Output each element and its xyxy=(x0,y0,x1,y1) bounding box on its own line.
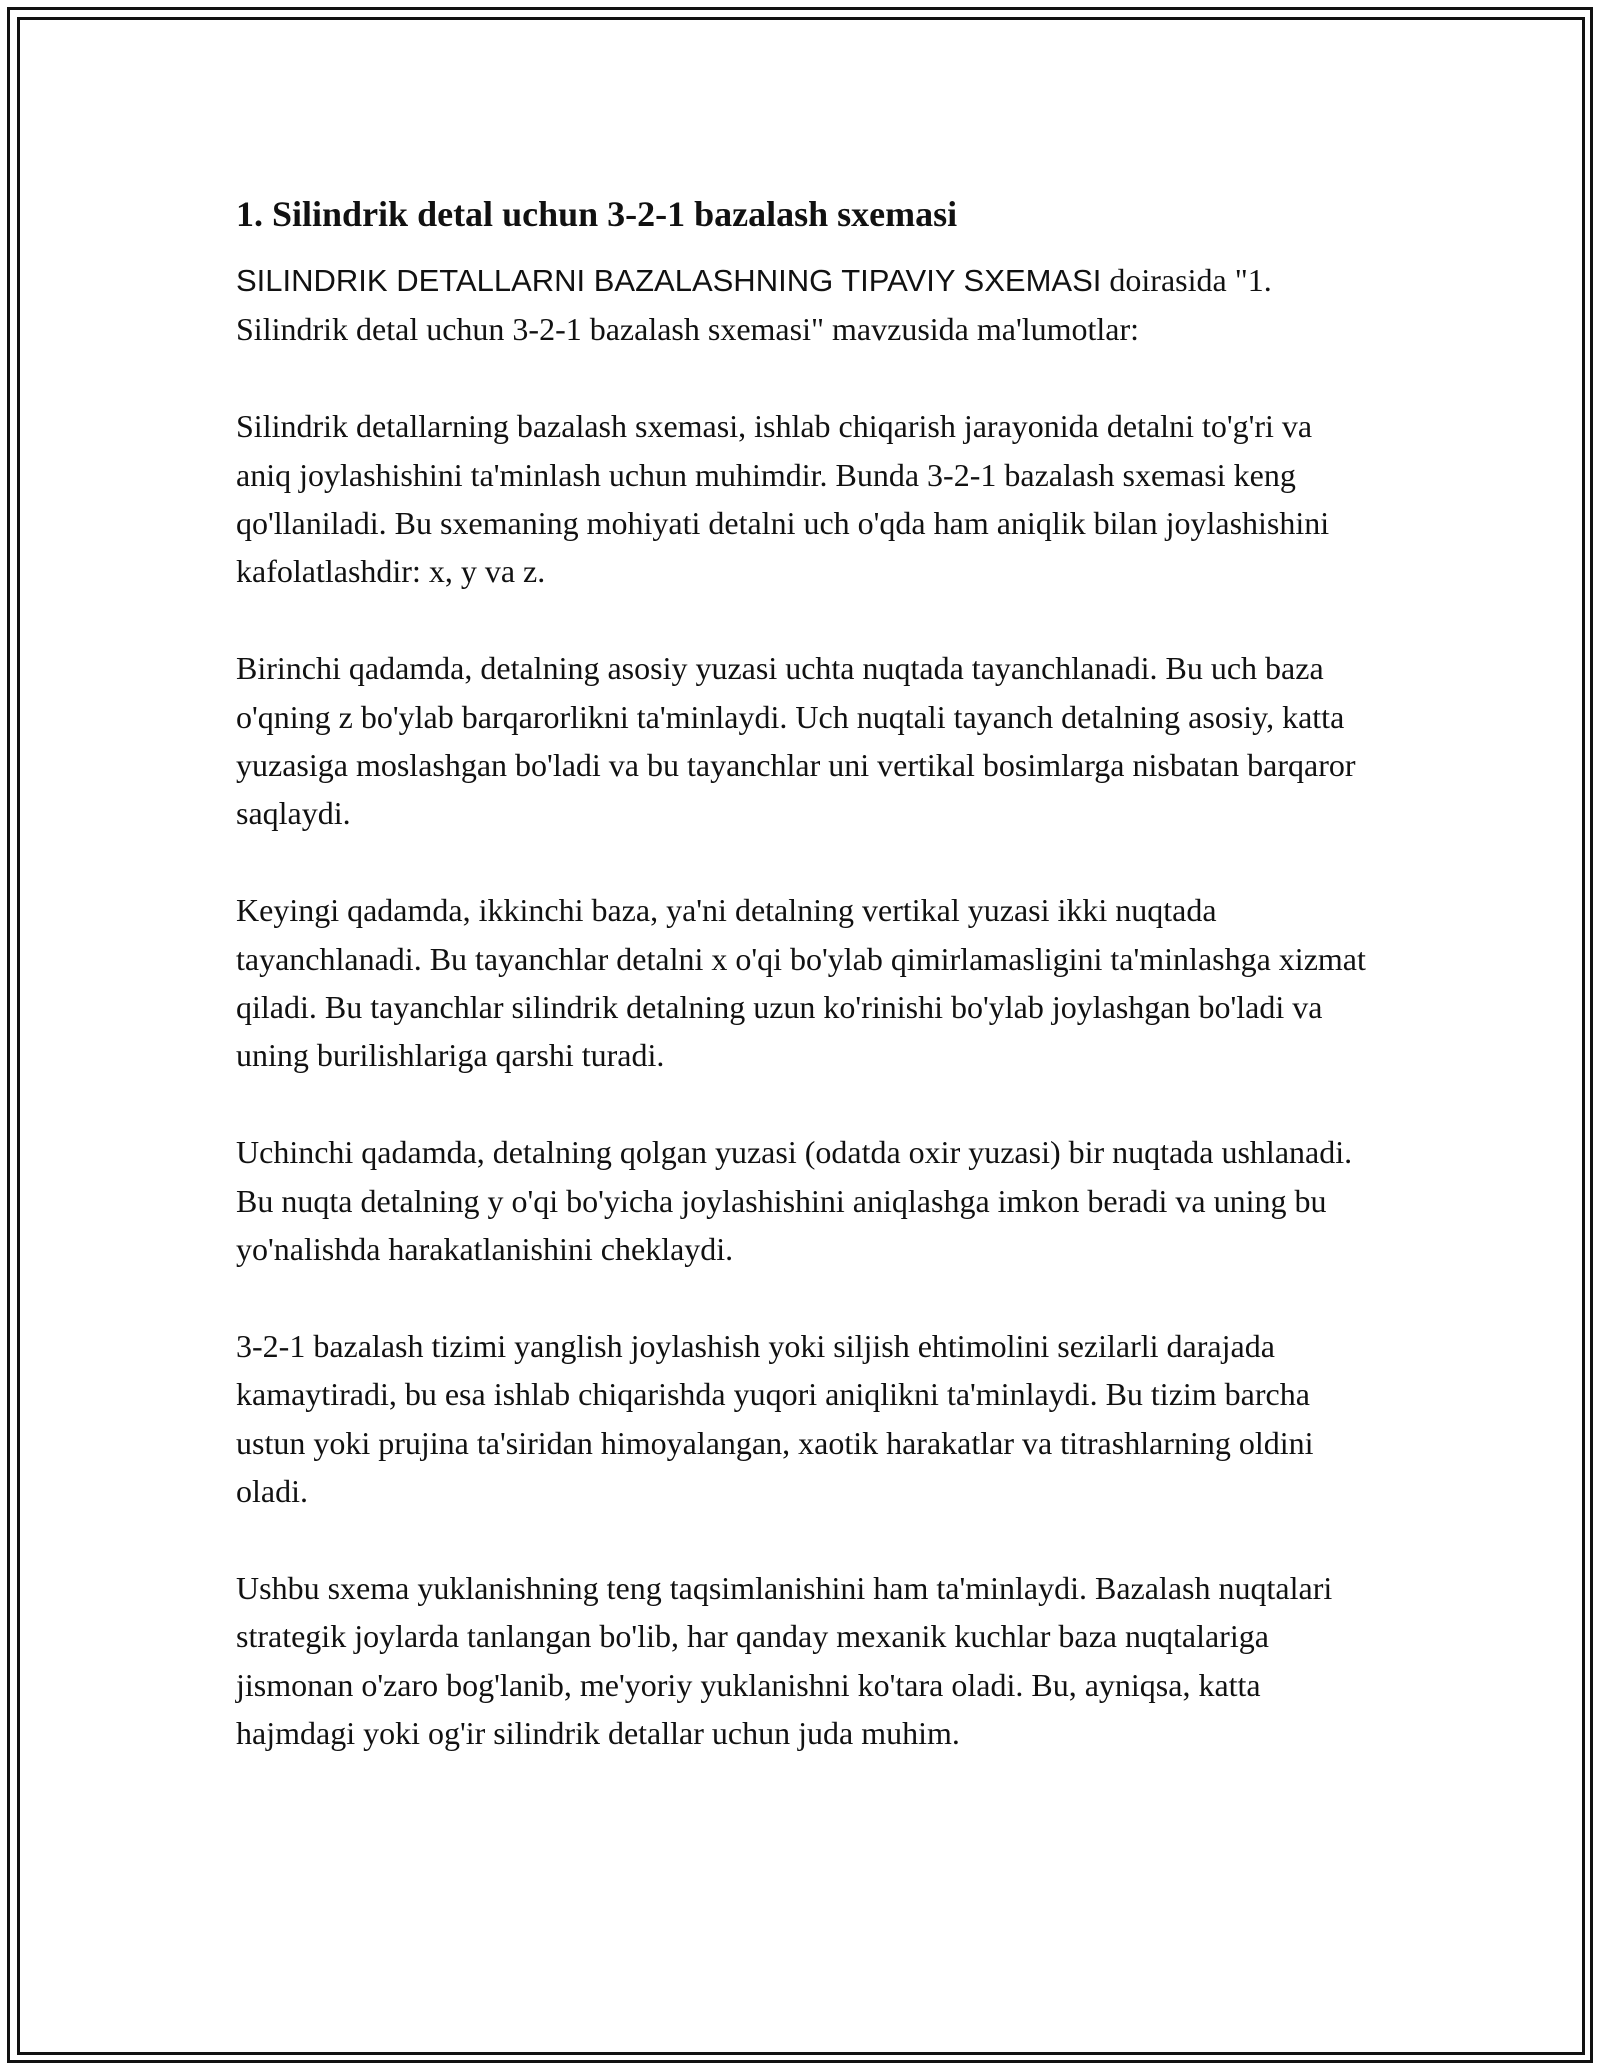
paragraph-3: Keyingi qadamda, ikkinchi baza, ya'ni detalning vertikal yuzasi ikki nuqtada tayanchlanadi. Bu tayanchlar detalni x o'qi bo'ylab qimirlamasligini ta'minlashga xizmat qiladi. Bu tayanchlar silindrik detalning uzun ko'rinishi bo'ylab joylashgan bo'ladi va uning burilishlariga qarshi turadi. xyxy=(236,892,1366,1074)
paragraph-6: Ushbu sxema yuklanishning teng taqsimlanishini ham ta'minlaydi. Bazalash nuqtalari strategik joylarda tanlangan bo'lib, har qanday mexanik kuchlar baza nuqtalariga jismonan o'zaro bog'lanib, me'yoriy yuklanishni ko'tara oladi. Bu, ayniqsa, katta hajmdagi yoki og'ir silindrik detallar uchun juda muhim. xyxy=(236,1569,1333,1752)
paragraph-5: 3-2-1 bazalash tizimi yanglish joylashish yoki siljish ehtimolini sezilarli darajada kamaytiradi, bu esa ishlab chiqarishda yuqori aniqlikni ta'minlaydi. Bu tizim barcha ustun yoki prujina ta'siridan himoyalangan, xaotik harakatlar va titrashlarning oldini oladi. xyxy=(236,1327,1314,1510)
paragraph-1: Silindrik detallarning bazalash sxemasi, ishlab chiqarish jarayonida detalni to'g'ri va aniq joylashishini ta'minlash uchun muhimdir. Bunda 3-2-1 bazalash sxemasi keng qo'llaniladi. Bu sxemaning mohiyati detalni uch o'qda ham aniqlik bilan joylashishini kafolatlashdir: x, y va z. xyxy=(236,408,1330,590)
intro-heading-upper: SILINDRIK DETALLARNI BAZALASHNING TIPAVIY SXEMASI xyxy=(236,263,1102,298)
paragraph-4: Uchinchi qadamda, detalning qolgan yuzasi (odatda oxir yuzasi) bir nuqtada ushlanadi. Bu nuqta detalning y o'qi bo'yicha joylashishini aniqlashga imkon beradi va uning bu yo'nalishda harakatlanishini cheklaydi. xyxy=(236,1134,1353,1268)
paragraph-2: Birinchi qadamda, detalning asosiy yuzasi uchta nuqtada tayanchlanadi. Bu uch baza o'qning z bo'ylab barqarorlikni ta'minlaydi. Uch nuqtali tayanch detalning asosiy, katta yuzasiga moslashgan bo'ladi va bu tayanchlar uni vertikal bosimlarga nisbatan barqaror saqlaydi. xyxy=(236,650,1356,832)
document-body xyxy=(236,192,1366,1806)
intro-paragraph xyxy=(236,256,1366,354)
intro-text: doirasida "1. Silindrik detal uchun 3-2-1 bazalash sxemasi" mavzusida ma'lumotlar: xyxy=(236,262,1272,348)
document-title: 1. Silindrik detal uchun 3-2-1 bazalash sxemasi xyxy=(236,194,958,234)
